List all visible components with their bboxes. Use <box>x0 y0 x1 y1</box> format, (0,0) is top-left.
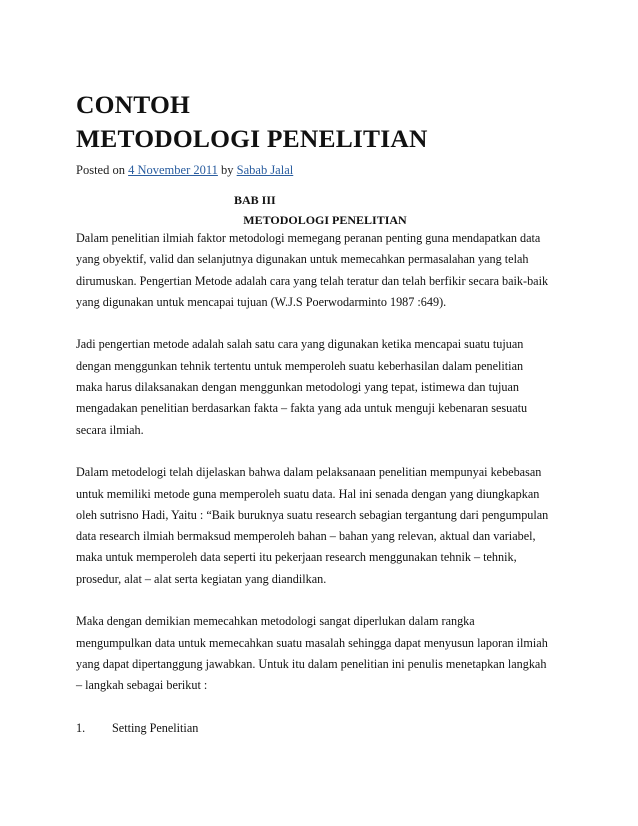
paragraph-line: Dalam metodelogi telah dijelaskan bahwa dalam pelaksanaan penelitian mempunyai kebebasan <box>76 465 542 480</box>
paragraph-4 <box>76 611 574 696</box>
paragraph-line: mengumpulkan data untuk memecahkan suatu masalah sehingga dapat menyusun laporan ilmiah <box>76 635 548 650</box>
paragraph-line: Maka dengan demikian memecahkan metodologi sangat diperlukan dalam rangka <box>76 614 475 629</box>
paragraph-line: oleh sutrisno Hadi, Yaitu : “Baik buruknya suatu research sebagian tergantung dari pengumpulan <box>76 507 549 522</box>
chapter-heading: BAB III <box>234 193 276 207</box>
paragraph-line: dirumuskan. Pengertian Metode adalah cara yang telah teratur dan telah berfikir secara baik-baik <box>76 273 549 288</box>
paragraph-line: maka harus dilaksanakan dengan menggunkan metodologi yang tepat, istimewa dan tujuan <box>76 380 520 395</box>
paragraph-spacer <box>76 590 574 611</box>
paragraph-line: secara ilmiah. <box>76 422 144 437</box>
paragraph-line: Dalam penelitian ilmiah faktor metodologi memegang peranan penting guna mendapatkan data <box>76 231 541 245</box>
author-link[interactable]: Sabab Jalal <box>236 163 294 177</box>
by-label: by <box>221 163 234 177</box>
post-title <box>76 88 574 156</box>
paragraph-line: yang dapat dipertanggung jawabkan. Untuk itu dalam penelitian ini penulis menetapkan langkah <box>76 656 547 671</box>
paragraph-line: untuk memiliki metode guna memperoleh suatu data. Hal ini senada dengan yang diungkapkan <box>76 486 540 501</box>
list-item-number: 1. <box>76 720 86 735</box>
paragraph-line: yang digunakan untuk mencapai tujuan (W.J.S Poerwodarminto 1987 :649). <box>76 294 447 309</box>
post-title-line-2: METODOLOGI PENELITIAN <box>76 124 428 153</box>
paragraph-spacer <box>76 441 574 462</box>
posted-on-label: Posted on <box>76 163 125 177</box>
post-title-line-1: CONTOH <box>76 90 191 119</box>
paragraph-line: Jadi pengertian metode adalah salah satu cara yang digunakan ketika mencapai suatu tujuan <box>76 337 524 352</box>
paragraph-spacer <box>76 697 574 718</box>
chapter-title: METODOLOGI PENELITIAN <box>243 213 407 227</box>
post-date-link[interactable]: 4 November 2011 <box>128 163 218 177</box>
paragraph-3 <box>76 462 574 590</box>
list-item-text: Setting Penelitian <box>112 720 199 735</box>
list-item <box>76 718 574 739</box>
paragraph-line: yang obyektif, valid dan selanjutnya digunakan untuk memecahkan permasalahan yang telah <box>76 252 529 267</box>
paragraph-line: – langkah sebagai berikut : <box>76 678 208 693</box>
paragraph-line: prosedur, alat – alat serta kegiatan yang diandilkan. <box>76 571 327 586</box>
paragraph-spacer <box>76 313 574 334</box>
post-meta <box>76 162 574 178</box>
document-page <box>76 88 574 739</box>
paragraph-line: data research ilmiah bermaksud memperoleh bahan – bahan yang relevan, aktual dan variabel, <box>76 529 536 544</box>
paragraph-line: dengan menggunkan tehnik tertentu untuk memperoleh suatu keberhasilan dalam penelitian <box>76 358 524 373</box>
paragraph-2 <box>76 334 574 440</box>
paragraph-line: mengadakan penelitian berdasarkan fakta – fakta yang ada untuk menguji kebenaran sesuatu <box>76 401 528 416</box>
paragraph-line: maka untuk memperoleh data seperti itu pekerjaan research menggunakan tehnik – tehnik, <box>76 550 517 565</box>
paragraph-1 <box>76 228 574 313</box>
